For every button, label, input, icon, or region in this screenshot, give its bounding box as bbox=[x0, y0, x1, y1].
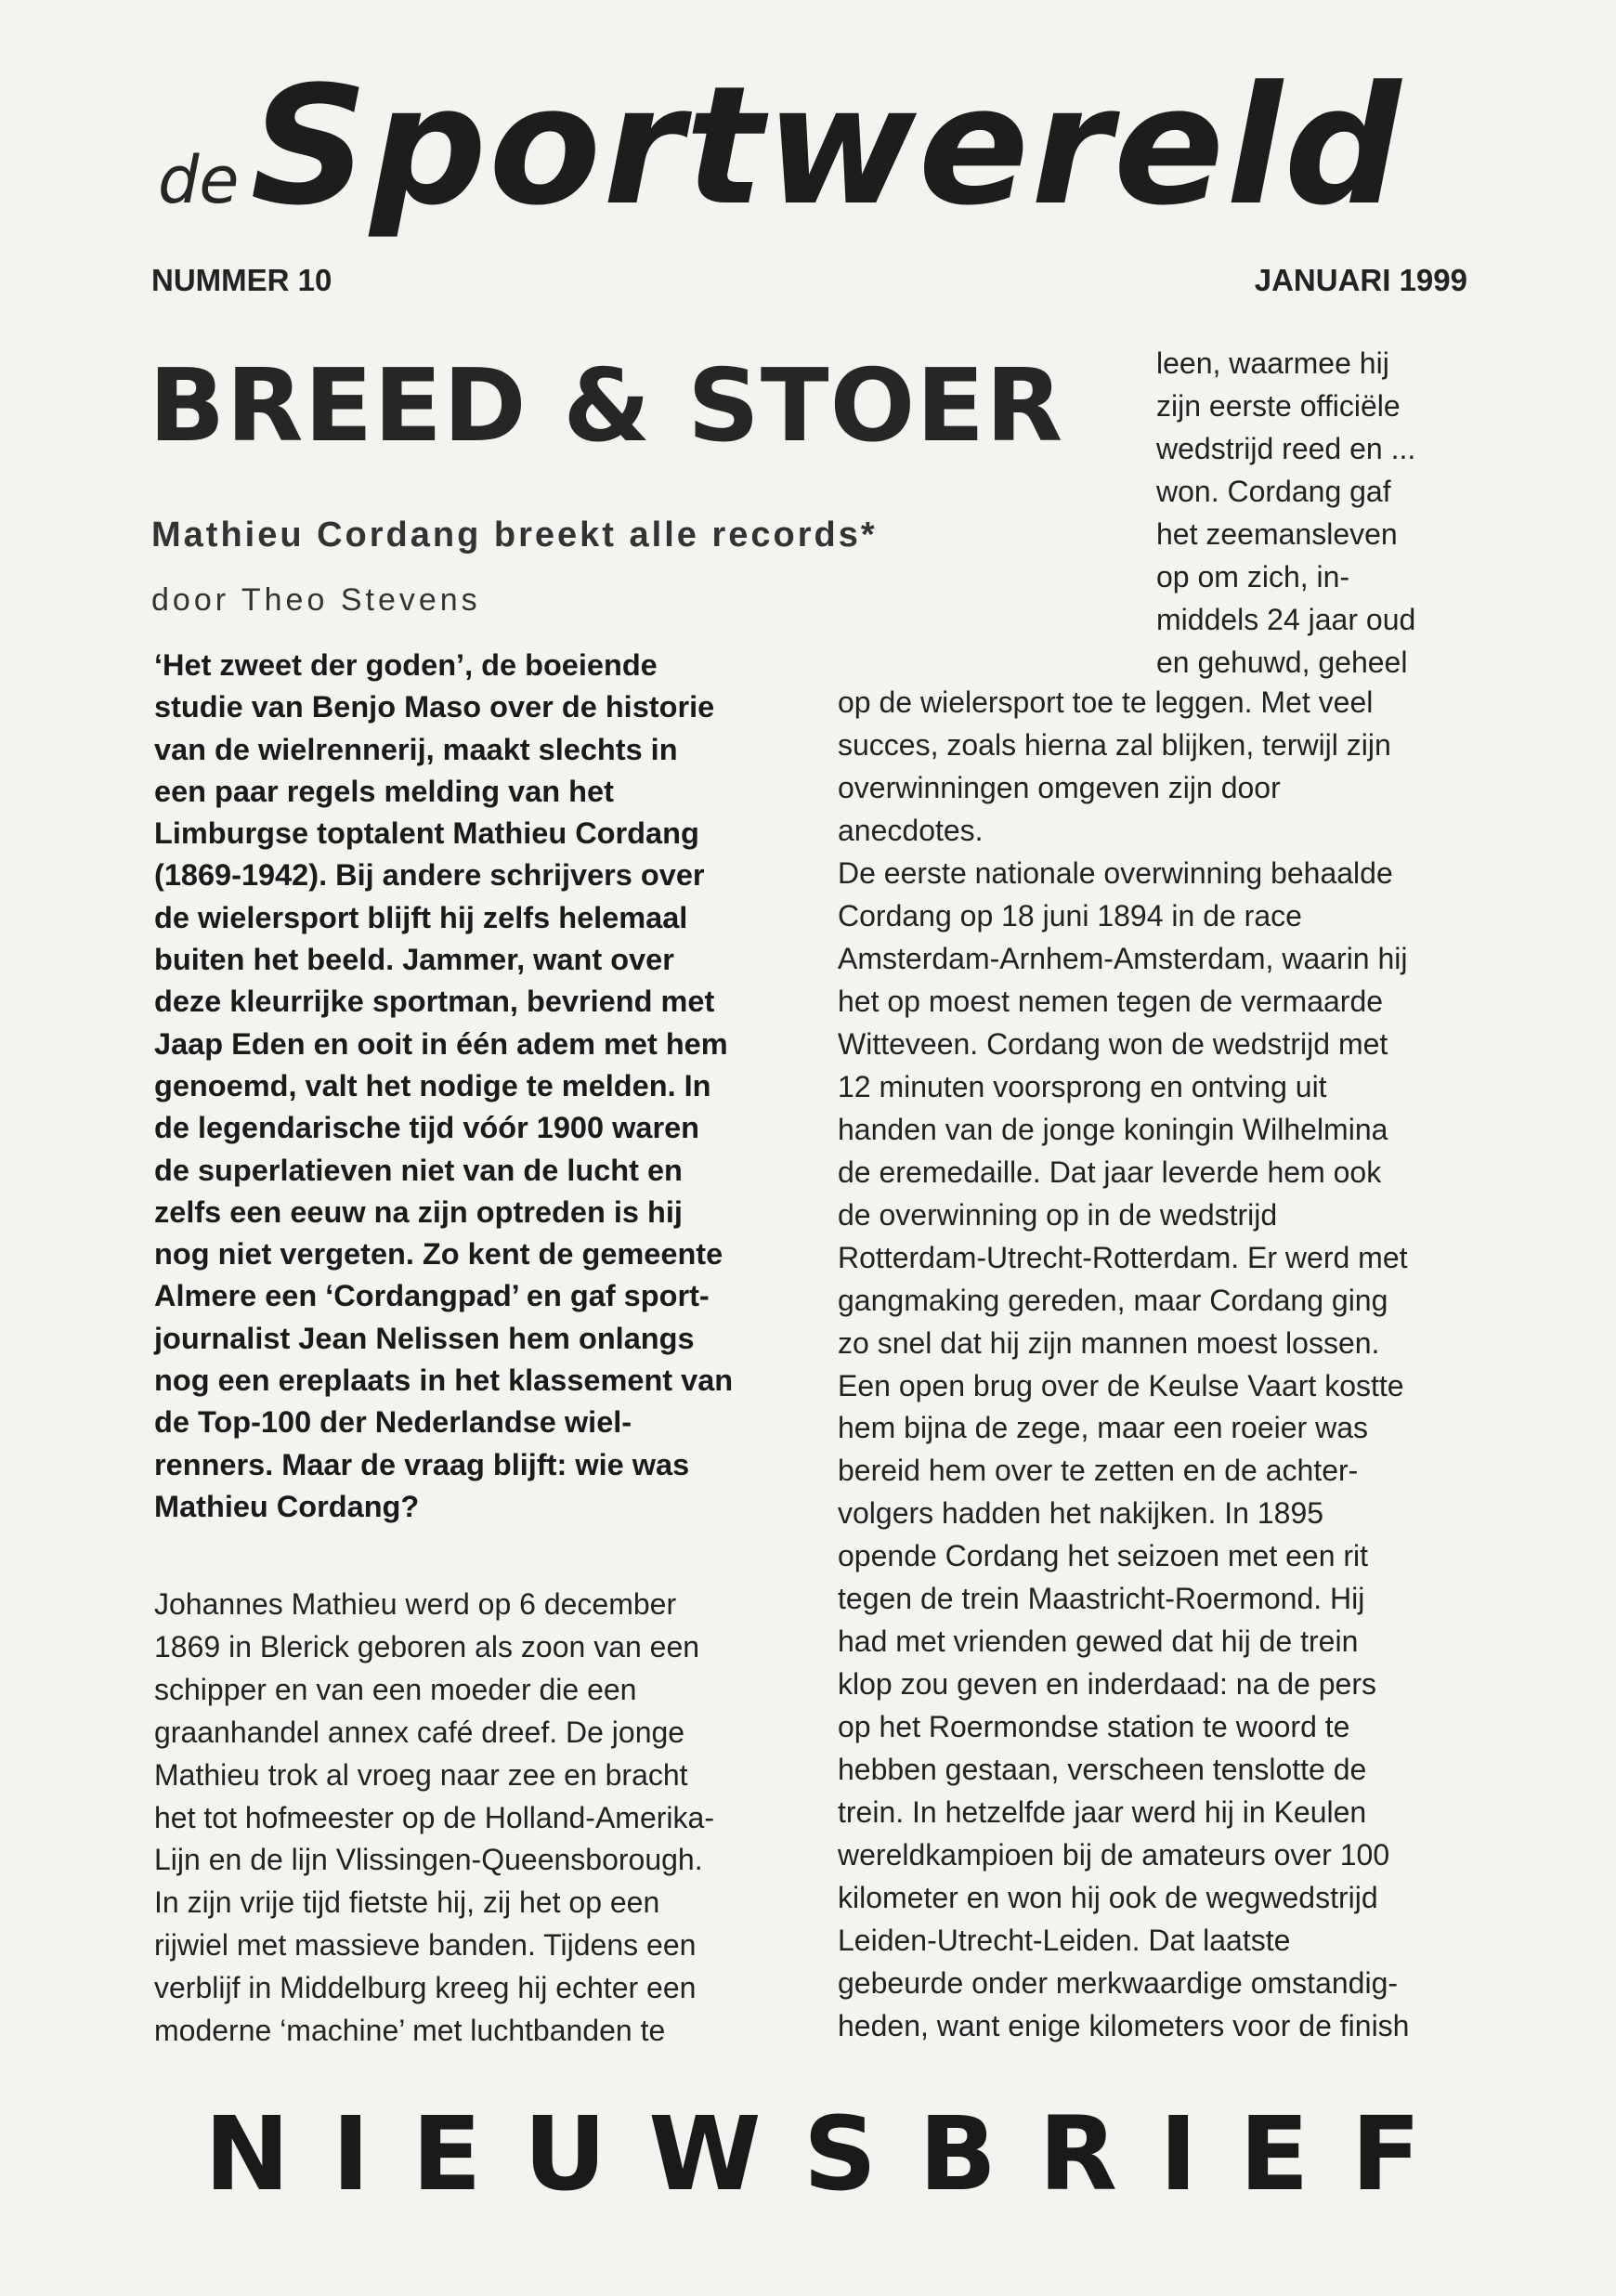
text-line: op om zich, in- bbox=[1156, 560, 1350, 594]
text-line: Leiden-Utrecht-Leiden. Dat laatste bbox=[838, 1924, 1291, 1958]
text-line: Mathieu trok al vroeg naar zee en bracht bbox=[154, 1757, 688, 1792]
text-line: de superlatieven niet van de lucht en bbox=[154, 1153, 683, 1187]
text-line: de wielersport blijft hij zelfs helemaal bbox=[154, 900, 688, 934]
text-line: opende Cordang het seizoen met een rit bbox=[838, 1539, 1369, 1573]
text-line: had met vrienden gewed dat hij de trein bbox=[838, 1624, 1359, 1659]
text-line: het op moest nemen tegen de vermaarde bbox=[838, 984, 1384, 1018]
text-line: verblijf in Middelburg kreeg hij echter een bbox=[154, 1971, 697, 2005]
text-line: 1869 in Blerick geboren als zoon van een bbox=[154, 1629, 700, 1663]
text-line: gangmaking gereden, maar Cordang ging bbox=[838, 1283, 1388, 1317]
body-right-column bbox=[838, 682, 1409, 2048]
text-line: Limburgse toptalent Mathieu Cordang bbox=[154, 816, 699, 851]
intro-paragraph bbox=[154, 645, 733, 1528]
footer-letter: R bbox=[1038, 2094, 1118, 2213]
article-headline: BREED & STOER bbox=[149, 348, 1064, 464]
masthead bbox=[158, 51, 1403, 241]
text-line: kilometer en won hij ook de wegwedstrijd bbox=[838, 1881, 1378, 1915]
footer-letter: B bbox=[919, 2094, 997, 2213]
text-line: middels 24 jaar oud bbox=[1156, 603, 1416, 636]
text-line: ‘Het zweet der goden’, de boeiende bbox=[154, 648, 658, 682]
text-line: won. Cordang gaf bbox=[1156, 475, 1391, 508]
text-line: Witteveen. Cordang won de wedstrijd met bbox=[838, 1026, 1388, 1061]
text-line: tegen de trein Maastricht-Roermond. Hij bbox=[838, 1582, 1365, 1616]
text-line: succes, zoals hierna zal blijken, terwijl zijn bbox=[838, 727, 1391, 762]
text-line: buiten het beeld. Jammer, want over bbox=[154, 943, 674, 977]
text-line: Cordang op 18 juni 1894 in de race bbox=[838, 898, 1302, 933]
text-line: deze kleurrijke sportman, bevriend met bbox=[154, 985, 715, 1019]
text-line: De eerste nationale overwinning behaalde bbox=[838, 855, 1393, 890]
text-line: Lijn en de lijn Vlissingen-Queensborough. bbox=[154, 1843, 703, 1877]
text-line: journalist Jean Nelissen hem onlangs bbox=[154, 1321, 695, 1355]
text-line: Rotterdam-Utrecht-Rotterdam. Er werd met bbox=[838, 1240, 1408, 1274]
body-right-top-column bbox=[1156, 342, 1415, 684]
text-line: (1869-1942). Bij andere schrijvers over bbox=[154, 858, 705, 893]
text-line: de overwinning op in de wedstrijd bbox=[838, 1197, 1278, 1232]
footer-letter: N bbox=[204, 2094, 291, 2213]
text-line: leen, waarmee hij bbox=[1156, 346, 1389, 380]
footer-letter: F bbox=[1350, 2094, 1421, 2213]
text-line: Amsterdam-Arnhem-Amsterdam, waarin hij bbox=[838, 941, 1408, 975]
text-line: een paar regels melding van het bbox=[154, 774, 614, 808]
text-line: renners. Maar de vraag blijft: wie was bbox=[154, 1447, 690, 1481]
footer-letter: U bbox=[523, 2094, 607, 2213]
text-line: wedstrijd reed en ... bbox=[1156, 432, 1416, 465]
text-line: op de wielersport toe te leggen. Met veel bbox=[838, 685, 1374, 719]
text-line: gebeurde onder merkwaardige omstandig- bbox=[838, 1966, 1399, 2001]
text-line: rijwiel met massieve banden. Tijdens een bbox=[154, 1928, 697, 1963]
footer-letter: I bbox=[332, 2094, 371, 2213]
text-line: Almere een ‘Cordangpad’ en gaf sport- bbox=[154, 1279, 710, 1313]
text-line: wereldkampioen bij de amateurs over 100 bbox=[838, 1838, 1390, 1872]
text-line: moderne ‘machine’ met luchtbanden te bbox=[154, 2014, 666, 2048]
issue-date: JANUARI 1999 bbox=[1254, 263, 1467, 297]
text-line: zelfs een eeuw na zijn optreden is hij bbox=[154, 1194, 683, 1229]
text-line: schipper en van een moeder die een bbox=[154, 1672, 637, 1706]
footer-letter: E bbox=[1239, 2094, 1310, 2213]
masthead-title: Sportwereld bbox=[250, 51, 1403, 241]
text-line: de Top-100 der Nederlandse wiel- bbox=[154, 1405, 632, 1440]
text-line: studie van Benjo Maso over de historie bbox=[154, 690, 715, 724]
article-byline: door Theo Stevens bbox=[151, 582, 481, 618]
text-line: 12 minuten voorsprong en ontving uit bbox=[838, 1069, 1327, 1103]
masthead-prefix: de bbox=[158, 142, 240, 218]
text-line: genoemd, valt het nodige te melden. In bbox=[154, 1068, 711, 1102]
text-line: nog een ereplaats in het klassement van bbox=[154, 1363, 734, 1398]
text-line: Mathieu Cordang? bbox=[154, 1489, 420, 1523]
text-line: handen van de jonge koningin Wilhelmina bbox=[838, 1112, 1388, 1146]
text-line: de legendarische tijd vóór 1900 waren bbox=[154, 1111, 700, 1145]
text-line: In zijn vrije tijd fietste hij, zij het op een bbox=[154, 1885, 660, 1920]
footer-letter: S bbox=[802, 2094, 878, 2213]
text-line: van de wielrennerij, maakt slechts in bbox=[154, 732, 678, 766]
footer-letter: W bbox=[648, 2094, 762, 2213]
text-line: anecdotes. bbox=[838, 813, 984, 847]
text-line: graanhandel annex café dreef. De jonge bbox=[154, 1715, 685, 1749]
text-line: hem bijna de zege, maar een roeier was bbox=[838, 1411, 1368, 1445]
text-line: zijn eerste officiële bbox=[1156, 389, 1401, 423]
text-line: heden, want enige kilometers voor de finish bbox=[838, 2009, 1410, 2043]
text-line: het tot hofmeester op de Holland-Amerika- bbox=[154, 1800, 714, 1834]
footer-letter: I bbox=[1159, 2094, 1198, 2213]
text-line: Een open brug over de Keulse Vaart kostte bbox=[838, 1368, 1404, 1402]
text-line: volgers hadden het nakijken. In 1895 bbox=[838, 1496, 1324, 1531]
text-line: zo snel dat hij zijn mannen moest lossen. bbox=[838, 1325, 1380, 1360]
footer-letter: E bbox=[411, 2094, 482, 2213]
footer-nieuwsbrief bbox=[204, 2094, 1421, 2213]
article-subheadline: Mathieu Cordang breekt alle records* bbox=[151, 515, 878, 554]
text-line: nog niet vergeten. Zo kent de gemeente bbox=[154, 1237, 723, 1272]
text-line: en gehuwd, geheel bbox=[1156, 646, 1408, 679]
body-left-column bbox=[154, 1584, 714, 2053]
text-line: overwinningen omgeven zijn door bbox=[838, 770, 1281, 804]
text-line: trein. In hetzelfde jaar werd hij in Keulen bbox=[838, 1795, 1367, 1830]
text-line: klop zou geven en inderdaad: na de pers bbox=[838, 1667, 1376, 1702]
issue-number: NUMMER 10 bbox=[151, 263, 332, 297]
text-line: op het Roermondse station te woord te bbox=[838, 1710, 1350, 1744]
text-line: Jaap Eden en ooit in één adem met hem bbox=[154, 1026, 728, 1061]
text-line: het zeemansleven bbox=[1156, 517, 1398, 551]
text-line: hebben gestaan, verscheen tenslotte de bbox=[838, 1753, 1367, 1787]
text-line: bereid hem over te zetten en de achter- bbox=[838, 1454, 1359, 1488]
text-line: de eremedaille. Dat jaar leverde hem ook bbox=[838, 1155, 1382, 1189]
text-line: Johannes Mathieu werd op 6 december bbox=[154, 1587, 677, 1621]
